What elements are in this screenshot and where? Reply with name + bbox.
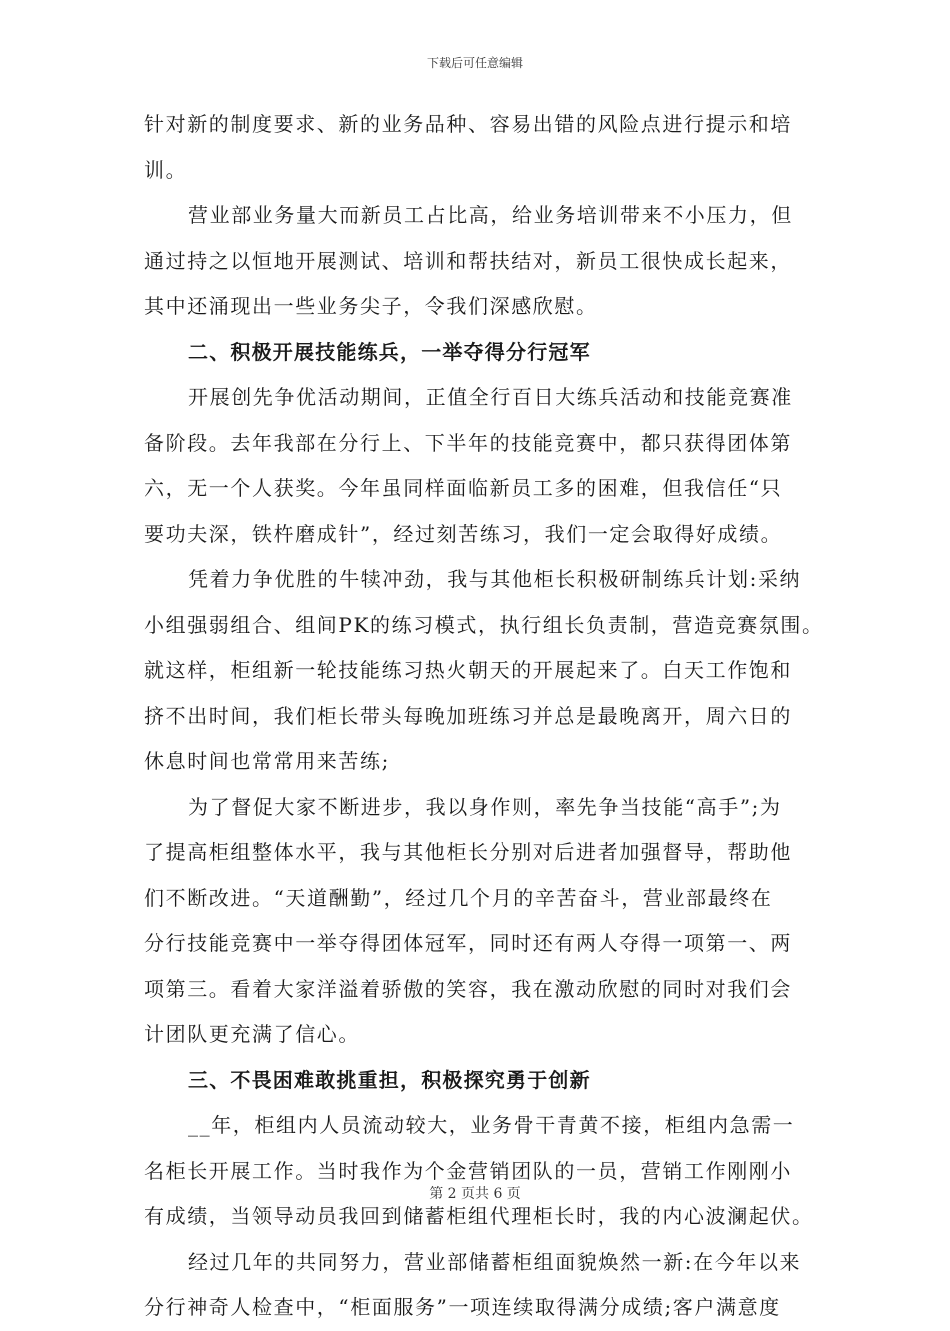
paragraph-start-line: 营业部业务量大而新员工占比高，给业务培训带来不小压力，但 — [188, 203, 793, 227]
paragraph-start-line: 开展创先争优活动期间，正值全行百日大练兵活动和技能竞赛准 — [188, 385, 793, 409]
text-line: 要功夫深，铁杵磨成针”，经过刻苦练习，我们一定会取得好成绩。 — [144, 521, 783, 546]
text-line: 训。 — [144, 157, 188, 182]
text-line: 挤不出时间，我们柜长带头每晚加班练习并总是最晚离开，周六日的 — [144, 703, 792, 728]
text-line: 就这样，柜组新一轮技能练习热火朝天的开展起来了。白天工作饱和 — [144, 658, 792, 682]
paragraph-start-line: __年，柜组内人员流动较大，业务骨干青黄不接，柜组内急需一 — [188, 1113, 795, 1137]
section-heading: 三、不畏困难敢挑重担，积极探究勇于创新 — [188, 1067, 591, 1092]
text-line: 其中还涌现出一些业务尖子，令我们深感欣慰。 — [144, 294, 598, 318]
text-line: 项第三。看着大家洋溢着骄傲的笑容，我在激动欣慰的同时对我们会 — [144, 976, 792, 1001]
text-line: 分行技能竞赛中一举夺得团体冠军，同时还有两人夺得一项第一、两 — [144, 931, 792, 955]
paragraph-start-line: 经过几年的共同努力，营业部储蓄柜组面貌焕然一新:在今年以来 — [188, 1249, 802, 1274]
section-heading: 二、积极开展技能练兵，一举夺得分行冠军 — [188, 339, 591, 364]
page-footer: 第 2 页共 6 页 — [429, 1186, 521, 1202]
text-line: 们不断改进。“天道酬勤”，经过几个月的辛苦奋斗，营业部最终在 — [144, 885, 773, 910]
text-line: 计团队更充满了信心。 — [144, 1022, 360, 1046]
text-line: 备阶段。去年我部在分行上、下半年的技能竞赛中，都只获得团体第 — [144, 430, 792, 455]
text-line: 小组强弱组合、组间PK的练习模式，执行组长负责制，营造竞赛氛围。 — [144, 612, 824, 637]
text-line: 六，无一个人获奖。今年虽同样面临新员工多的困难，但我信任“只 — [144, 476, 783, 500]
text-line: 针对新的制度要求、新的业务品种、容易出错的风险点进行提示和培 — [144, 112, 792, 136]
page-header: 下载后可任意编辑 — [426, 56, 523, 70]
paragraph-start-line: 凭着力争优胜的牛犊冲劲，我与其他柜长积极研制练兵计划:采纳 — [188, 567, 802, 591]
text-line: 了提高柜组整体水平，我与其他柜长分别对后进者加强督导，帮助他 — [144, 840, 792, 864]
text-line: 分行神奇人检查中，“柜面服务”一项连续取得满分成绩;客户满意度 — [144, 1295, 781, 1319]
text-line: 有成绩，当领导动员我回到储蓄柜组代理柜长时，我的内心波澜起伏。 — [144, 1204, 814, 1228]
text-line: 名柜长开展工作。当时我作为个金营销团队的一员，营销工作刚刚小 — [144, 1158, 792, 1183]
paragraph-start-line: 为了督促大家不断进步，我以身作则，率先争当技能“高手”;为 — [188, 794, 782, 819]
document-body — [144, 102, 824, 1331]
text-line: 休息时间也常常用来苦练; — [144, 749, 390, 773]
text-line: 通过持之以恒地开展测试、培训和帮扶结对，新员工很快成长起来， — [144, 248, 792, 273]
